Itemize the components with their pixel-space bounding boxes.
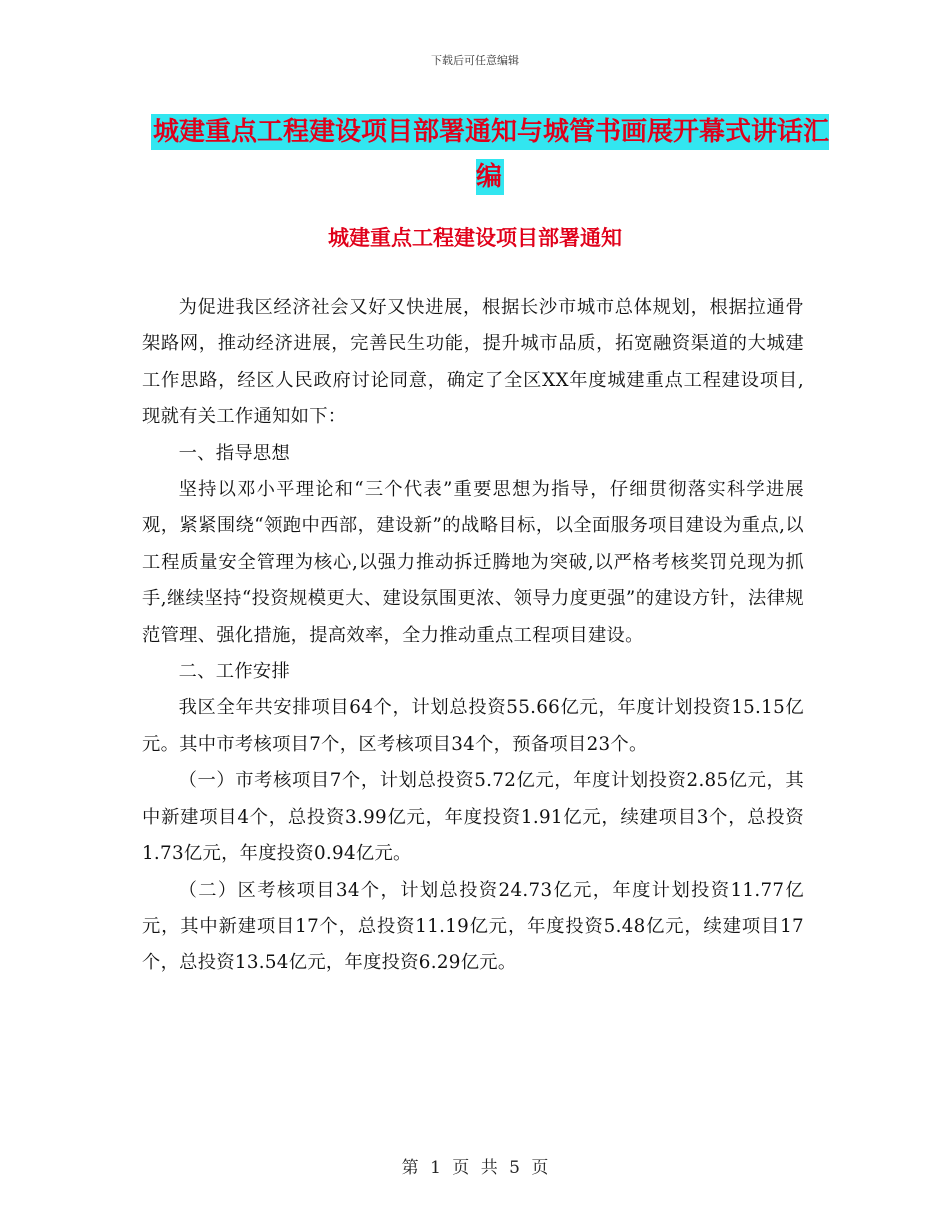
main-title <box>140 110 840 200</box>
paragraph-district-projects: （二）区考核项目34个，计划总投资24.73亿元，年度计划投资11.77亿元，其中新建项目17个，总投资11.19亿元，年度投资5.48亿元，续建项目17个，总投资13.54亿元，年度投资6.29亿元。 <box>142 879 804 974</box>
document-body <box>142 290 804 982</box>
header-note: 下载后可任意编辑 <box>431 54 519 67</box>
section-title: 城建重点工程建设项目部署通知 <box>328 226 622 250</box>
paragraph-project-summary: 我区全年共安排项目64个，计划总投资55.66亿元，年度计划投资15.15亿元。其中市考核项目7个，区考核项目34个，预备项目23个。 <box>142 697 804 755</box>
paragraph-intro: 为促进我区经济社会又好又快进展，根据长沙市城市总体规划，根据拉通骨架路网，推动经济进展，完善民生功能，提升城市品质，拓宽融资渠道的大城建工作思路，经区人民政府讨论同意，确定了全区XX年度城建重点工程建设项目,现就有关工作通知如下： <box>142 297 804 428</box>
paragraph-city-projects: （一）市考核项目7个，计划总投资5.72亿元，年度计划投资2.85亿元，其中新建项目4个，总投资3.99亿元，年度投资1.91亿元，续建项目3个，总投资1.73亿元，年度投资0.94亿元。 <box>142 770 804 865</box>
page-footer: 第 1 页 共 5 页 <box>401 1158 549 1178</box>
paragraph-guiding-ideology: 坚持以邓小平理论和“三个代表”重要思想为指导，仔细贯彻落实科学进展观，紧紧围绕“领跑中西部，建设新”的战略目标，以全面服务项目建设为重点,以工程质量安全管理为核心,以强力推动拆迁腾地为突破,以严格考核奖罚兑现为抓手,继续坚持“投资规模更大、建设氛围更浓、领导力度更强”的建设方针，法律规范管理、强化措施，提高效率，全力推动重点工程项目建设。 <box>142 479 804 646</box>
heading-guiding-ideology: 一、指导思想 <box>178 442 291 464</box>
heading-work-arrangement: 二、工作安排 <box>178 661 291 683</box>
main-title-text: 城建重点工程建设项目部署通知与城管书画展开幕式讲话汇编 <box>151 114 829 195</box>
